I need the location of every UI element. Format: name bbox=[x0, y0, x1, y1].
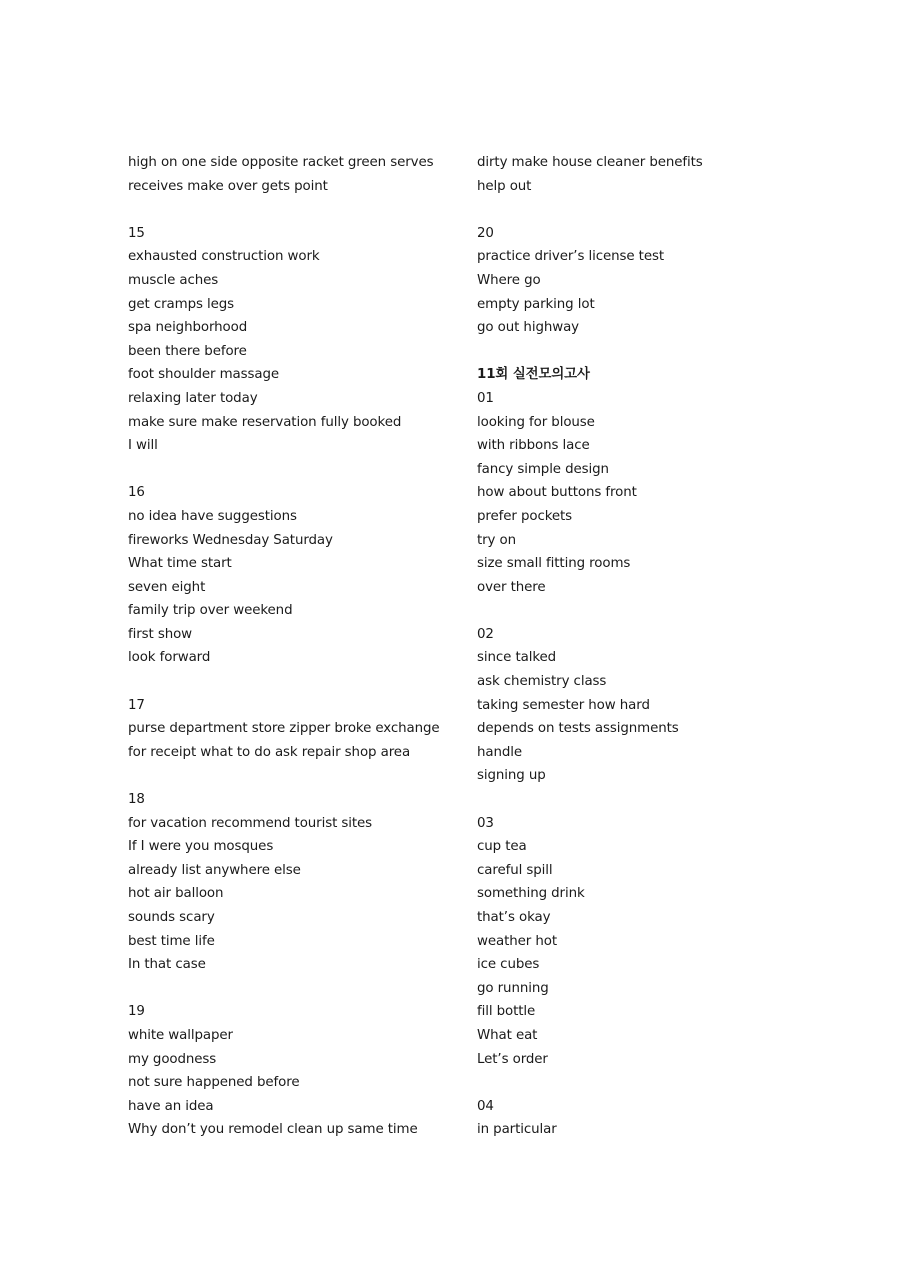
blank-line bbox=[477, 198, 817, 222]
blank-line bbox=[477, 340, 817, 364]
text-line: since talked bbox=[477, 650, 557, 666]
right-column bbox=[477, 151, 817, 1142]
text-line: my goodness bbox=[128, 1051, 217, 1067]
text-line: What time start bbox=[128, 556, 232, 572]
blank-line bbox=[128, 977, 468, 1001]
text-line: careful spill bbox=[477, 862, 553, 878]
text-line: with ribbons lace bbox=[477, 438, 590, 454]
text-line: looking for blouse bbox=[477, 414, 595, 430]
text-line: muscle aches bbox=[128, 272, 219, 288]
text-line: Why don’t you remodel clean up same time bbox=[128, 1122, 418, 1138]
text-line: cup tea bbox=[477, 839, 527, 855]
text-line: first show bbox=[128, 626, 193, 642]
text-line: receives make over gets point bbox=[128, 178, 328, 194]
text-line: for receipt what to do ask repair shop area bbox=[128, 744, 411, 760]
section-number: 20 bbox=[477, 225, 494, 241]
blank-line bbox=[128, 764, 468, 788]
section-number: 01 bbox=[477, 390, 494, 406]
blank-line bbox=[477, 1071, 817, 1095]
text-line: In that case bbox=[128, 957, 206, 973]
text-line: over there bbox=[477, 579, 546, 595]
text-line: go out highway bbox=[477, 320, 580, 336]
text-line: high on one side opposite racket green serves bbox=[128, 155, 434, 170]
text-line: already list anywhere else bbox=[128, 862, 301, 878]
text-line: fireworks Wednesday Saturday bbox=[128, 532, 333, 548]
text-line: sounds scary bbox=[128, 910, 215, 925]
text-line: not sure happened before bbox=[128, 1075, 300, 1091]
section-number: 04 bbox=[477, 1098, 494, 1114]
text-line: signing up bbox=[477, 768, 546, 784]
section-number: 15 bbox=[128, 225, 145, 241]
text-line: family trip over weekend bbox=[128, 603, 293, 619]
text-line: that’s okay bbox=[477, 910, 551, 925]
text-line: something drink bbox=[477, 886, 585, 902]
blank-line bbox=[477, 599, 817, 623]
section-number: 18 bbox=[128, 792, 145, 808]
text-line: for vacation recommend tourist sites bbox=[128, 815, 373, 831]
text-line: fancy simple design bbox=[477, 461, 609, 477]
text-line: fill bottle bbox=[477, 1004, 536, 1020]
blank-line bbox=[128, 198, 468, 222]
section-number: 02 bbox=[477, 626, 494, 642]
text-line: spa neighborhood bbox=[128, 320, 248, 336]
section-number: 16 bbox=[128, 485, 145, 501]
text-line: been there before bbox=[128, 343, 247, 359]
section-number: 17 bbox=[128, 697, 145, 713]
text-line: purse department store zipper broke exchange bbox=[128, 721, 440, 737]
text-line: I will bbox=[128, 438, 158, 454]
blank-line bbox=[128, 458, 468, 482]
text-line: white wallpaper bbox=[128, 1027, 233, 1043]
text-line: seven eight bbox=[128, 579, 206, 595]
text-line: try on bbox=[477, 532, 517, 548]
text-line: practice driver’s license test bbox=[477, 249, 664, 265]
text-line: dirty make house cleaner benefits bbox=[477, 155, 703, 170]
text-line: foot shoulder massage bbox=[128, 367, 280, 383]
text-line: If I were you mosques bbox=[128, 839, 274, 855]
text-line: Let’s order bbox=[477, 1051, 548, 1067]
text-line: empty parking lot bbox=[477, 296, 595, 312]
text-line: weather hot bbox=[477, 933, 557, 949]
blank-line bbox=[128, 670, 468, 694]
text-line: depends on tests assignments bbox=[477, 721, 679, 737]
text-line: make sure make reservation fully booked bbox=[128, 414, 402, 430]
text-line: how about buttons front bbox=[477, 485, 637, 501]
section-heading: 11회 실전모의고사 bbox=[477, 367, 590, 383]
text-line: handle bbox=[477, 744, 523, 760]
text-line: size small fitting rooms bbox=[477, 556, 631, 572]
text-line: in particular bbox=[477, 1122, 557, 1138]
text-line: no idea have suggestions bbox=[128, 508, 297, 524]
left-column bbox=[128, 151, 468, 1142]
text-line: Where go bbox=[477, 272, 541, 288]
text-line: help out bbox=[477, 178, 532, 194]
text-line: go running bbox=[477, 980, 549, 996]
text-line: best time life bbox=[128, 933, 215, 949]
text-line: taking semester how hard bbox=[477, 697, 650, 713]
section-number: 03 bbox=[477, 815, 494, 831]
text-line: prefer pockets bbox=[477, 508, 573, 524]
text-line: hot air balloon bbox=[128, 886, 224, 902]
text-line: look forward bbox=[128, 650, 211, 666]
text-line: What eat bbox=[477, 1027, 538, 1043]
text-line: exhausted construction work bbox=[128, 249, 320, 265]
text-line: get cramps legs bbox=[128, 296, 235, 312]
text-line: relaxing later today bbox=[128, 390, 258, 406]
section-number: 19 bbox=[128, 1004, 145, 1020]
blank-line bbox=[477, 788, 817, 812]
text-line: have an idea bbox=[128, 1098, 214, 1114]
text-line: ice cubes bbox=[477, 957, 540, 973]
text-line: ask chemistry class bbox=[477, 674, 607, 690]
